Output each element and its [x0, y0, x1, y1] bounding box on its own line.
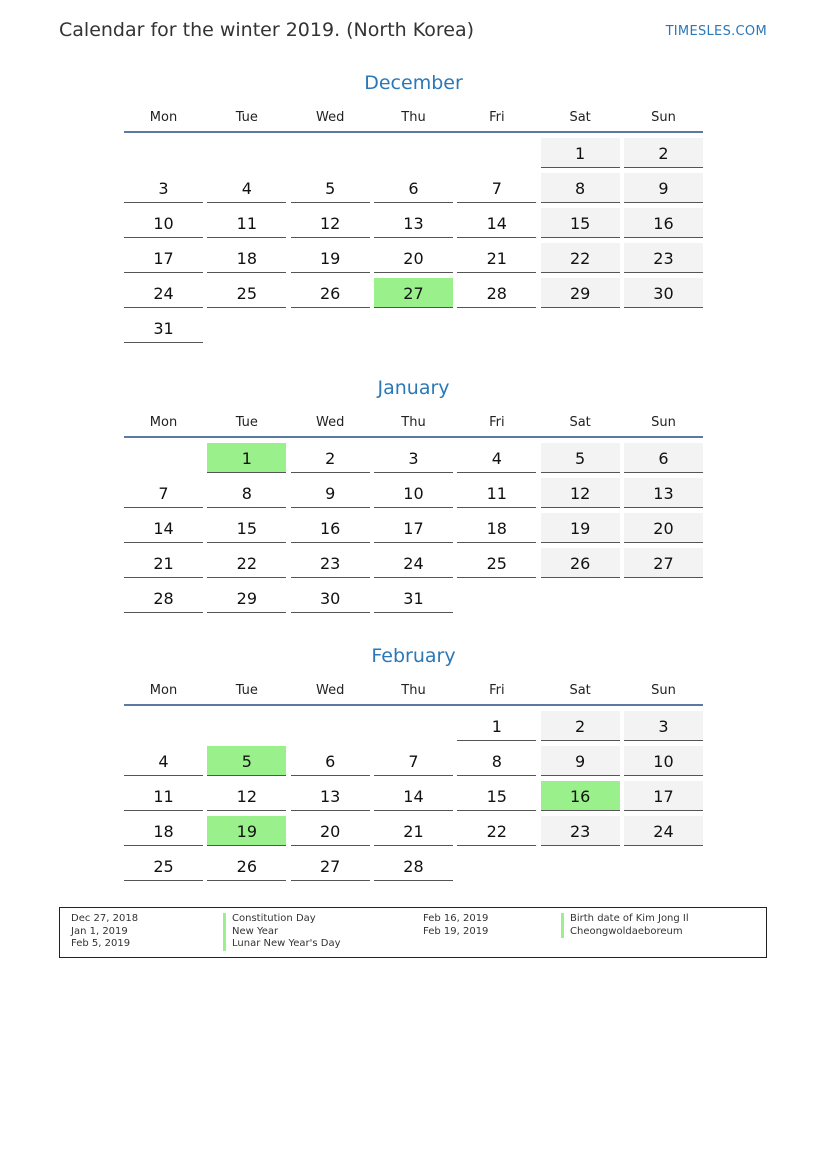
- day-cell[interactable]: 24: [624, 816, 703, 846]
- day-cell[interactable]: 10: [374, 478, 453, 508]
- day-cell[interactable]: 17: [124, 243, 203, 273]
- empty-cell: [207, 138, 286, 167]
- day-cell[interactable]: 29: [207, 583, 286, 613]
- day-cell[interactable]: 19: [291, 243, 370, 273]
- day-cell[interactable]: 6: [374, 173, 453, 203]
- day-cell[interactable]: 12: [541, 478, 620, 508]
- site-link[interactable]: TIMESLES.COM: [665, 24, 767, 39]
- legend-left-dates: [71, 913, 138, 951]
- month-february: [124, 642, 703, 881]
- day-cell[interactable]: 23: [291, 548, 370, 578]
- day-cell[interactable]: 3: [374, 443, 453, 473]
- weekday-label: Sat: [569, 110, 591, 125]
- day-cell[interactable]: 26: [207, 851, 286, 881]
- month-title: January: [377, 377, 450, 399]
- weekday-label: Fri: [489, 110, 505, 125]
- day-cell[interactable]: 28: [374, 851, 453, 881]
- day-cell[interactable]: 21: [374, 816, 453, 846]
- day-cell[interactable]: 18: [207, 243, 286, 273]
- day-cell[interactable]: 21: [457, 243, 536, 273]
- day-cell[interactable]: 26: [541, 548, 620, 578]
- holiday-legend: [59, 907, 767, 958]
- days-grid: [124, 443, 703, 613]
- day-cell[interactable]: 2: [541, 711, 620, 741]
- legend-right-names: [561, 913, 689, 938]
- day-cell[interactable]: 24: [374, 548, 453, 578]
- day-cell[interactable]: 22: [541, 243, 620, 273]
- day-cell[interactable]: 13: [374, 208, 453, 238]
- weekday-label: Thu: [401, 683, 426, 698]
- day-cell[interactable]: 28: [124, 583, 203, 613]
- day-cell[interactable]: 11: [207, 208, 286, 238]
- legend-left-names: [223, 913, 341, 951]
- day-cell[interactable]: 7: [124, 478, 203, 508]
- day-cell[interactable]: 3: [124, 173, 203, 203]
- day-cell[interactable]: 27: [624, 548, 703, 578]
- day-cell[interactable]: 14: [124, 513, 203, 543]
- weekday-header: [124, 105, 703, 133]
- month-title: February: [371, 645, 456, 667]
- day-cell[interactable]: 1: [457, 711, 536, 741]
- legend-holiday-name: Birth date of Kim Jong Il: [561, 913, 689, 926]
- legend-holiday-name: New Year: [223, 926, 341, 939]
- day-cell[interactable]: 16: [624, 208, 703, 238]
- day-cell[interactable]: 12: [291, 208, 370, 238]
- day-cell[interactable]: 16: [291, 513, 370, 543]
- day-cell[interactable]: 11: [124, 781, 203, 811]
- weekday-label: Mon: [149, 110, 178, 125]
- day-cell[interactable]: 26: [291, 278, 370, 308]
- weekday-label: Sat: [569, 683, 591, 698]
- day-cell[interactable]: 11: [457, 478, 536, 508]
- day-cell[interactable]: 4: [124, 746, 203, 776]
- day-cell[interactable]: 30: [624, 278, 703, 308]
- weekday-label: Fri: [489, 415, 505, 430]
- month-december: [124, 69, 703, 343]
- weekday-header: [124, 678, 703, 706]
- days-grid: [124, 711, 703, 881]
- day-cell[interactable]: 9: [624, 173, 703, 203]
- legend-holiday-name: Lunar New Year's Day: [223, 938, 341, 951]
- day-cell[interactable]: 25: [457, 548, 536, 578]
- day-cell[interactable]: 21: [124, 548, 203, 578]
- weekday-label: Wed: [315, 110, 345, 125]
- day-cell[interactable]: 10: [624, 746, 703, 776]
- day-cell[interactable]: 14: [457, 208, 536, 238]
- day-cell[interactable]: 28: [457, 278, 536, 308]
- day-cell[interactable]: 15: [541, 208, 620, 238]
- empty-cell: [374, 138, 453, 167]
- day-cell[interactable]: 23: [624, 243, 703, 273]
- day-cell[interactable]: 20: [624, 513, 703, 543]
- weekday-label: Sat: [569, 415, 591, 430]
- day-cell[interactable]: 1: [207, 443, 286, 473]
- day-cell[interactable]: 14: [374, 781, 453, 811]
- day-cell[interactable]: 3: [624, 711, 703, 741]
- legend-holiday-name: Cheongwoldaeboreum: [561, 926, 689, 939]
- empty-cell: [124, 443, 203, 472]
- legend-date: Dec 27, 2018: [71, 913, 139, 924]
- month-title: December: [364, 72, 463, 94]
- legend-date: Feb 19, 2019: [423, 925, 489, 937]
- day-cell[interactable]: 13: [624, 478, 703, 508]
- day-cell[interactable]: 9: [291, 478, 370, 508]
- legend-date: Feb 16, 2019: [423, 913, 489, 924]
- day-cell[interactable]: 5: [207, 746, 286, 776]
- day-cell[interactable]: 6: [291, 746, 370, 776]
- day-cell[interactable]: 24: [124, 278, 203, 308]
- page-title: Calendar for the winter 2019. (North Korea): [59, 19, 475, 41]
- days-grid: [124, 138, 703, 343]
- day-cell[interactable]: 30: [291, 583, 370, 613]
- weekday-label: Mon: [149, 415, 178, 430]
- day-cell[interactable]: 22: [207, 548, 286, 578]
- day-cell[interactable]: 2: [291, 443, 370, 473]
- day-cell[interactable]: 20: [374, 243, 453, 273]
- day-cell[interactable]: 13: [291, 781, 370, 811]
- weekday-label: Sun: [651, 683, 676, 698]
- legend-date: Jan 1, 2019: [71, 925, 128, 937]
- weekday-label: Wed: [315, 683, 345, 698]
- day-cell[interactable]: 27: [291, 851, 370, 881]
- day-cell[interactable]: 15: [457, 781, 536, 811]
- day-cell[interactable]: 19: [541, 513, 620, 543]
- day-cell[interactable]: 25: [124, 851, 203, 881]
- day-cell[interactable]: 25: [207, 278, 286, 308]
- legend-right-dates: [423, 913, 488, 938]
- weekday-label: Mon: [149, 683, 178, 698]
- day-cell[interactable]: 17: [374, 513, 453, 543]
- day-cell[interactable]: 1: [541, 138, 620, 168]
- day-cell[interactable]: 18: [124, 816, 203, 846]
- empty-cell: [124, 711, 203, 740]
- day-cell[interactable]: 20: [291, 816, 370, 846]
- day-cell[interactable]: 5: [291, 173, 370, 203]
- day-cell[interactable]: 9: [541, 746, 620, 776]
- day-cell[interactable]: 27: [374, 278, 453, 308]
- day-cell[interactable]: 31: [124, 313, 203, 343]
- empty-cell: [291, 138, 370, 167]
- day-cell[interactable]: 8: [457, 746, 536, 776]
- day-cell[interactable]: 31: [374, 583, 453, 613]
- day-cell[interactable]: 22: [457, 816, 536, 846]
- day-cell[interactable]: 29: [541, 278, 620, 308]
- day-cell[interactable]: 10: [124, 208, 203, 238]
- day-cell[interactable]: 7: [374, 746, 453, 776]
- day-cell[interactable]: 2: [624, 138, 703, 168]
- weekday-label: Fri: [489, 683, 505, 698]
- day-cell[interactable]: 19: [207, 816, 286, 846]
- empty-cell: [207, 711, 286, 740]
- weekday-label: Sun: [651, 110, 676, 125]
- day-cell[interactable]: 5: [541, 443, 620, 473]
- weekday-label: Tue: [235, 683, 258, 698]
- day-cell[interactable]: 4: [457, 443, 536, 473]
- day-cell[interactable]: 16: [541, 781, 620, 811]
- empty-cell: [124, 138, 203, 167]
- day-cell[interactable]: 17: [624, 781, 703, 811]
- legend-holiday-name: Constitution Day: [223, 913, 341, 926]
- empty-cell: [291, 711, 370, 740]
- day-cell[interactable]: 23: [541, 816, 620, 846]
- day-cell[interactable]: 6: [624, 443, 703, 473]
- day-cell[interactable]: 4: [207, 173, 286, 203]
- day-cell[interactable]: 8: [207, 478, 286, 508]
- month-january: [124, 374, 703, 613]
- weekday-label: Thu: [401, 415, 426, 430]
- weekday-label: Tue: [235, 415, 258, 430]
- day-cell[interactable]: 7: [457, 173, 536, 203]
- weekday-label: Wed: [315, 415, 345, 430]
- empty-cell: [457, 138, 536, 167]
- weekday-header: [124, 410, 703, 438]
- day-cell[interactable]: 8: [541, 173, 620, 203]
- day-cell[interactable]: 12: [207, 781, 286, 811]
- weekday-label: Tue: [235, 110, 258, 125]
- day-cell[interactable]: 15: [207, 513, 286, 543]
- legend-date: Feb 5, 2019: [71, 938, 131, 949]
- empty-cell: [374, 711, 453, 740]
- weekday-label: Sun: [651, 415, 676, 430]
- weekday-label: Thu: [401, 110, 426, 125]
- day-cell[interactable]: 18: [457, 513, 536, 543]
